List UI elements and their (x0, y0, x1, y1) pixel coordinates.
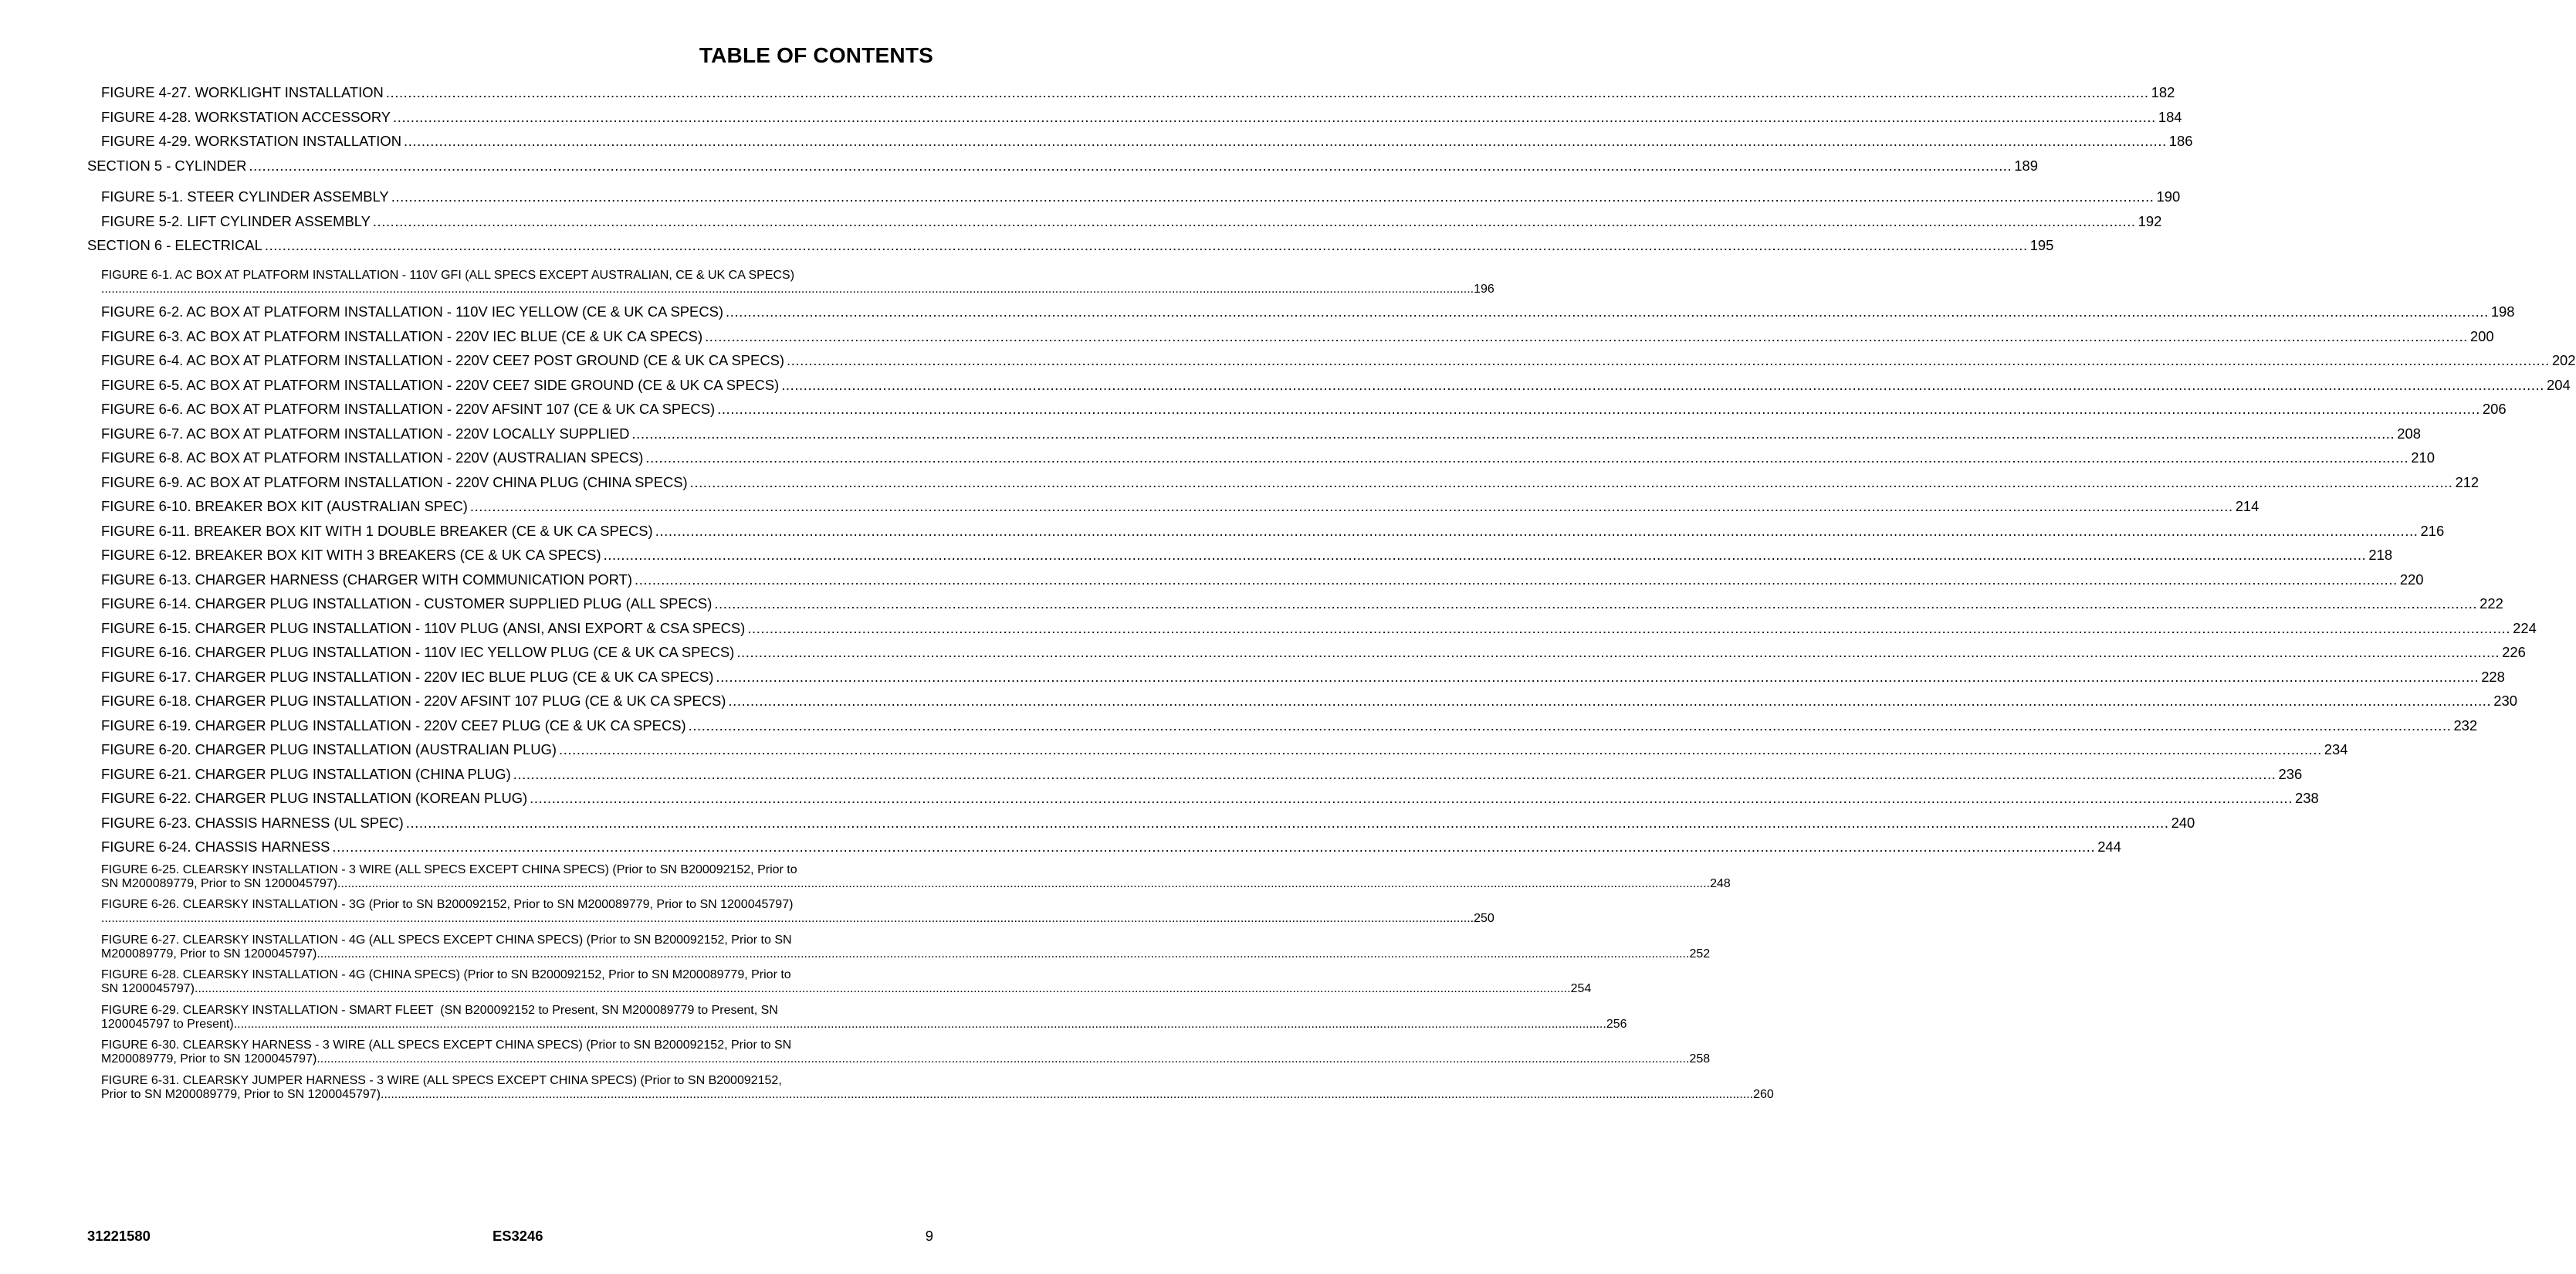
dot-leader: ................................................................................................................................................................................................................................................................................................................................................................................................................ (385, 84, 2149, 100)
toc-entry[interactable] (87, 1003, 1627, 1032)
toc-entry-title: FIGURE 6-6. AC BOX AT PLATFORM INSTALLATION - 220V AFSINT 107 (CE & UK CA SPECS) (101, 401, 716, 417)
dot-leader: ................................................................................................................................................................................................................................................................................................................................................................................................................ (655, 522, 2419, 539)
toc-entry-title: FIGURE 6-29. CLEARSKY INSTALLATION - SMART FLEET (SN B200092152 to Present, SN M200089779 to Present, SN (101, 1003, 778, 1017)
toc-entry[interactable] (87, 571, 2424, 588)
toc-entry-title: FIGURE 4-27. WORKLIGHT INSTALLATION (101, 84, 384, 100)
toc-entry-title: FIGURE 6-19. CHARGER PLUG INSTALLATION - 220V CEE7 PLUG (CE & UK CA SPECS) (101, 717, 686, 734)
dot-leader: ................................................................................................................................................................................................................................................................................................................................................................................................................ (631, 425, 2395, 442)
toc-entry[interactable] (87, 668, 2505, 686)
toc-entry-page: 195 (2029, 237, 2054, 253)
toc-entry-title: FIGURE 6-14. CHARGER PLUG INSTALLATION - CUSTOMER SUPPLIED PLUG (ALL SPECS) (101, 595, 713, 612)
toc-entry-title: FIGURE 6-21. CHARGER PLUG INSTALLATION (CHINA PLUG) (101, 765, 511, 782)
toc-entry[interactable] (87, 376, 2571, 394)
toc-entry-title: FIGURE 6-5. AC BOX AT PLATFORM INSTALLATION - 220V CEE7 SIDE GROUND (CE & UK CA SPECS) (101, 376, 780, 393)
toc-entry-title: FIGURE 4-29. WORKSTATION INSTALLATION (101, 133, 401, 149)
toc-entry-page: 206 (2482, 401, 2507, 417)
toc-entry-title: FIGURE 6-22. CHARGER PLUG INSTALLATION (KOREAN PLUG) (101, 790, 528, 806)
dot-leader: ................................................................................................................................................................................................................................................................................................................................................................................................................ (101, 912, 1474, 925)
toc-entry-title: FIGURE 5-2. LIFT CYLINDER ASSEMBLY (101, 212, 371, 229)
toc-entry-page: 186 (2168, 133, 2193, 149)
dot-leader: ................................................................................................................................................................................................................................................................................................................................................................................................................ (332, 839, 2096, 855)
toc-entry-title: FIGURE 6-13. CHARGER HARNESS (CHARGER WITH COMMUNICATION PORT) (101, 571, 632, 588)
toc-entry[interactable] (87, 84, 2175, 101)
toc-entry-page: 230 (2493, 693, 2517, 709)
toc-entry[interactable] (87, 473, 2480, 491)
dot-leader: ................................................................................................................................................................................................................................................................................................................................................................................................................ (705, 327, 2468, 344)
dot-leader: ................................................................................................................................................................................................................................................................................................................................................................................................................ (372, 212, 2136, 229)
toc-entry-title: FIGURE 6-11. BREAKER BOX KIT WITH 1 DOUBLE BREAKER (CE & UK CA SPECS) (101, 522, 653, 539)
toc-entry[interactable] (87, 717, 2478, 734)
toc-entry-page: 254 (1570, 982, 1592, 995)
toc-entry-page: 204 (2547, 376, 2571, 393)
footer-doc-number: 31221580 (87, 1228, 151, 1244)
dot-leader: ................................................................................................................................................................................................................................................................................................................................................................................................................ (645, 449, 2409, 466)
toc-section-entry[interactable] (87, 157, 2038, 174)
toc-entry-page: 226 (2502, 644, 2526, 660)
toc-entry[interactable] (87, 644, 2526, 661)
dot-leader: ................................................................................................................................................................................................................................................................................................................................................................................................................ (603, 547, 2367, 563)
toc-entry-title: FIGURE 6-2. AC BOX AT PLATFORM INSTALLATION - 110V IEC YELLOW (CE & UK CA SPECS) (101, 303, 723, 320)
dot-leader: ................................................................................................................................................................................................................................................................................................................................................................................................................ (469, 498, 2233, 514)
dot-leader: ................................................................................................................................................................................................................................................................................................................................................................................................................ (747, 619, 2511, 636)
toc-entry-page: 182 (2151, 84, 2175, 100)
dot-leader: ................................................................................................................................................................................................................................................................................................................................................................................................................ (393, 108, 2156, 125)
toc-entry-title: FIGURE 6-16. CHARGER PLUG INSTALLATION - 110V IEC YELLOW PLUG (CE & UK CA SPECS) (101, 644, 735, 660)
toc-entry-title: FIGURE 6-4. AC BOX AT PLATFORM INSTALLATION - 220V CEE7 POST GROUND (CE & UK CA SPECS) (101, 352, 784, 368)
dot-leader: ................................................................................................................................................................................................................................................................................................................................................................................................................ (337, 876, 1711, 890)
toc-entry-page: 238 (2294, 790, 2319, 806)
dot-leader: ................................................................................................................................................................................................................................................................................................................................................................................................................ (249, 157, 2012, 174)
toc-entry[interactable] (87, 268, 1494, 296)
toc-entry[interactable] (87, 862, 1731, 891)
toc-entry[interactable] (87, 619, 2537, 637)
toc-entry[interactable] (87, 595, 2503, 612)
toc-entry-page: 192 (2138, 212, 2162, 229)
toc-entry-title: FIGURE 6-17. CHARGER PLUG INSTALLATION - 220V IEC BLUE PLUG (CE & UK CA SPECS) (101, 668, 714, 685)
toc-entry[interactable] (87, 212, 2162, 230)
toc-entry-page: 216 (2420, 522, 2445, 539)
toc-entry[interactable] (87, 498, 2260, 515)
toc-entry-page: 260 (1753, 1087, 1774, 1101)
dot-leader: ................................................................................................................................................................................................................................................................................................................................................................................................................ (781, 376, 2544, 393)
toc-entry-page: 252 (1689, 947, 1711, 961)
toc-entry-title-continued: M200089779, Prior to SN 1200045797) (101, 1052, 317, 1066)
toc-entry-page: 228 (2481, 668, 2505, 685)
toc-entry[interactable] (87, 1039, 1711, 1066)
toc-entry-page: 200 (2469, 327, 2494, 344)
toc-entry-page: 258 (1689, 1052, 1711, 1066)
dot-leader: ................................................................................................................................................................................................................................................................................................................................................................................................................ (558, 741, 2322, 757)
dot-leader: ................................................................................................................................................................................................................................................................................................................................................................................................................ (635, 571, 2398, 588)
table-of-contents (87, 84, 2576, 1109)
toc-entry-title: FIGURE 6-1. AC BOX AT PLATFORM INSTALLATION - 110V GFI (ALL SPECS EXCEPT AUSTRALIAN, CE & UK CA SPECS) (101, 268, 795, 282)
toc-entry-page: 224 (2513, 619, 2537, 636)
toc-entry-page: 189 (2014, 157, 2038, 174)
toc-entry-title: FIGURE 6-15. CHARGER PLUG INSTALLATION - 110V PLUG (ANSI, ANSI EXPORT & CSA SPECS) (101, 619, 746, 636)
toc-entry[interactable] (87, 547, 2393, 564)
toc-entry[interactable] (87, 303, 2515, 320)
toc-entry-page: 236 (2278, 765, 2303, 782)
toc-entry-page: 244 (2097, 839, 2121, 855)
toc-entry[interactable] (87, 522, 2445, 540)
page-title: TABLE OF CONTENTS (699, 43, 933, 67)
toc-entry-title-continued: SN M200089779, Prior to SN 1200045797) (101, 876, 337, 890)
toc-entry-page: 232 (2453, 717, 2478, 734)
toc-entry-title-continued: Prior to SN M200089779, Prior to SN 1200045797) (101, 1087, 381, 1101)
toc-entry-page: 190 (2156, 188, 2181, 205)
toc-entry[interactable] (87, 790, 2319, 807)
dot-leader: ................................................................................................................................................................................................................................................................................................................................................................................................................ (101, 282, 1474, 296)
toc-entry-title: FIGURE 6-30. CLEARSKY HARNESS - 3 WIRE (ALL SPECS EXCEPT CHINA SPECS) (Prior to SN B200092152, Prior to SN (101, 1039, 792, 1052)
toc-entry[interactable] (87, 401, 2507, 418)
toc-entry-page: 212 (2455, 473, 2480, 490)
toc-entry[interactable] (87, 933, 1711, 961)
toc-entry-page: 256 (1606, 1017, 1627, 1031)
toc-entry-title: FIGURE 6-12. BREAKER BOX KIT WITH 3 BREAKERS (CE & UK CA SPECS) (101, 547, 601, 563)
toc-entry-title: FIGURE 6-23. CHASSIS HARNESS (UL SPEC) (101, 814, 404, 831)
dot-leader: ................................................................................................................................................................................................................................................................................................................................................................................................................ (381, 1087, 1754, 1101)
toc-entry-page: 198 (2490, 303, 2515, 320)
toc-entry-title: FIGURE 6-27. CLEARSKY INSTALLATION - 4G (ALL SPECS EXCEPT CHINA SPECS) (Prior to SN B200092152, Prior to SN (101, 933, 792, 947)
toc-entry[interactable] (87, 188, 2181, 205)
toc-entry-page: 208 (2397, 425, 2421, 442)
toc-entry-title: FIGURE 6-26. CLEARSKY INSTALLATION - 3G (Prior to SN B200092152, Prior to SN M200089779, Prior to SN 1200045797) (101, 898, 794, 911)
toc-entry-title: FIGURE 6-25. CLEARSKY INSTALLATION - 3 WIRE (ALL SPECS EXCEPT CHINA SPECS) (Prior to SN B200092152, Prior to (101, 862, 797, 876)
toc-entry-title: SECTION 5 - CYLINDER (87, 157, 247, 174)
toc-entry-title: FIGURE 6-18. CHARGER PLUG INSTALLATION - 220V AFSINT 107 PLUG (CE & UK CA SPECS) (101, 693, 726, 709)
toc-entry[interactable] (87, 814, 2195, 832)
dot-leader: ................................................................................................................................................................................................................................................................................................................................................................................................................ (316, 947, 1690, 961)
dot-leader: ................................................................................................................................................................................................................................................................................................................................................................................................................ (689, 473, 2453, 490)
toc-entry[interactable] (87, 352, 2576, 369)
toc-entry[interactable] (87, 1073, 1774, 1102)
dot-leader: ................................................................................................................................................................................................................................................................................................................................................................................................................ (736, 644, 2500, 660)
toc-entry[interactable] (87, 839, 2121, 856)
toc-entry[interactable] (87, 968, 1592, 996)
dot-leader: ................................................................................................................................................................................................................................................................................................................................................................................................................ (391, 188, 2155, 205)
footer-model: ES3246 (493, 1228, 543, 1244)
toc-section-entry[interactable] (87, 237, 2054, 254)
dot-leader: ................................................................................................................................................................................................................................................................................................................................................................................................................ (717, 401, 2480, 417)
toc-entry-page: 250 (1474, 912, 1494, 925)
toc-entry[interactable] (87, 741, 2348, 758)
toc-entry[interactable] (87, 327, 2494, 345)
toc-entry[interactable] (87, 693, 2517, 710)
dot-leader: ................................................................................................................................................................................................................................................................................................................................................................................................................ (728, 693, 2492, 709)
dot-leader: ................................................................................................................................................................................................................................................................................................................................................................................................................ (198, 982, 1571, 995)
toc-entry-page: 234 (2324, 741, 2348, 757)
toc-entry[interactable] (87, 765, 2303, 783)
dot-leader: ................................................................................................................................................................................................................................................................................................................................................................................................................ (513, 765, 2276, 782)
dot-leader: ................................................................................................................................................................................................................................................................................................................................................................................................................ (726, 303, 2489, 320)
toc-entry-title: FIGURE 5-1. STEER CYLINDER ASSEMBLY (101, 188, 389, 205)
toc-entry[interactable] (87, 898, 1494, 926)
toc-entry-title: FIGURE 6-20. CHARGER PLUG INSTALLATION (AUSTRALIAN PLUG) (101, 741, 557, 757)
toc-entry-title: FIGURE 4-28. WORKSTATION ACCESSORY (101, 108, 391, 125)
toc-entry[interactable] (87, 133, 2193, 150)
toc-entry-page: 218 (2368, 547, 2393, 563)
toc-entry-page: 210 (2411, 449, 2435, 466)
toc-entry-title-continued: M200089779, Prior to SN 1200045797) (101, 947, 317, 961)
toc-entry-page: 184 (2158, 108, 2182, 125)
toc-entry-title: FIGURE 6-9. AC BOX AT PLATFORM INSTALLATION - 220V CHINA PLUG (CHINA SPECS) (101, 473, 688, 490)
toc-entry-title: FIGURE 6-8. AC BOX AT PLATFORM INSTALLATION - 220V (AUSTRALIAN SPECS) (101, 449, 644, 466)
toc-entry-page: 214 (2235, 498, 2260, 514)
toc-entry-page: 196 (1474, 282, 1494, 296)
dot-leader: ................................................................................................................................................................................................................................................................................................................................................................................................................ (530, 790, 2293, 806)
toc-entry[interactable] (87, 425, 2421, 442)
toc-entry-page: 222 (2480, 595, 2503, 612)
dot-leader: ................................................................................................................................................................................................................................................................................................................................................................................................................ (233, 1017, 1606, 1031)
toc-entry-page: 220 (2399, 571, 2424, 588)
dot-leader: ................................................................................................................................................................................................................................................................................................................................................................................................................ (714, 595, 2478, 612)
dot-leader: ................................................................................................................................................................................................................................................................................................................................................................................................................ (787, 352, 2550, 368)
dot-leader: ................................................................................................................................................................................................................................................................................................................................................................................................................ (403, 133, 2167, 149)
toc-entry-title: SECTION 6 - ELECTRICAL (87, 237, 262, 253)
toc-entry-title: FIGURE 6-3. AC BOX AT PLATFORM INSTALLATION - 220V IEC BLUE (CE & UK CA SPECS) (101, 327, 703, 344)
toc-entry-title-continued: SN 1200045797). (101, 982, 198, 995)
dot-leader: ................................................................................................................................................................................................................................................................................................................................................................................................................ (688, 717, 2452, 734)
toc-entry-title-continued: 1200045797 to Present) (101, 1017, 234, 1031)
toc-entry-title: FIGURE 6-24. CHASSIS HARNESS (101, 839, 330, 855)
toc-entry-title: FIGURE 6-31. CLEARSKY JUMPER HARNESS - 3 WIRE (ALL SPECS EXCEPT CHINA SPECS) (Prior to SN B200092152, (101, 1073, 782, 1087)
dot-leader: ................................................................................................................................................................................................................................................................................................................................................................................................................ (316, 1052, 1690, 1066)
toc-entry-page: 240 (2171, 814, 2195, 831)
toc-entry-title: FIGURE 6-28. CLEARSKY INSTALLATION - 4G (CHINA SPECS) (Prior to SN B200092152, Prior to SN M200089779, Prior to (101, 968, 791, 981)
toc-entry[interactable] (87, 108, 2182, 126)
dot-leader: ................................................................................................................................................................................................................................................................................................................................................................................................................ (716, 668, 2480, 685)
toc-entry-page: 248 (1710, 876, 1731, 890)
toc-entry-title: FIGURE 6-7. AC BOX AT PLATFORM INSTALLATION - 220V LOCALLY SUPPLIED (101, 425, 630, 442)
toc-entry[interactable] (87, 449, 2435, 466)
footer-page-number: 9 (925, 1228, 933, 1244)
dot-leader: ................................................................................................................................................................................................................................................................................................................................................................................................................ (405, 814, 2169, 831)
dot-leader: ................................................................................................................................................................................................................................................................................................................................................................................................................ (264, 237, 2028, 253)
toc-entry-title: FIGURE 6-10. BREAKER BOX KIT (AUSTRALIAN SPEC) (101, 498, 468, 514)
toc-entry-page: 202 (2551, 352, 2576, 368)
